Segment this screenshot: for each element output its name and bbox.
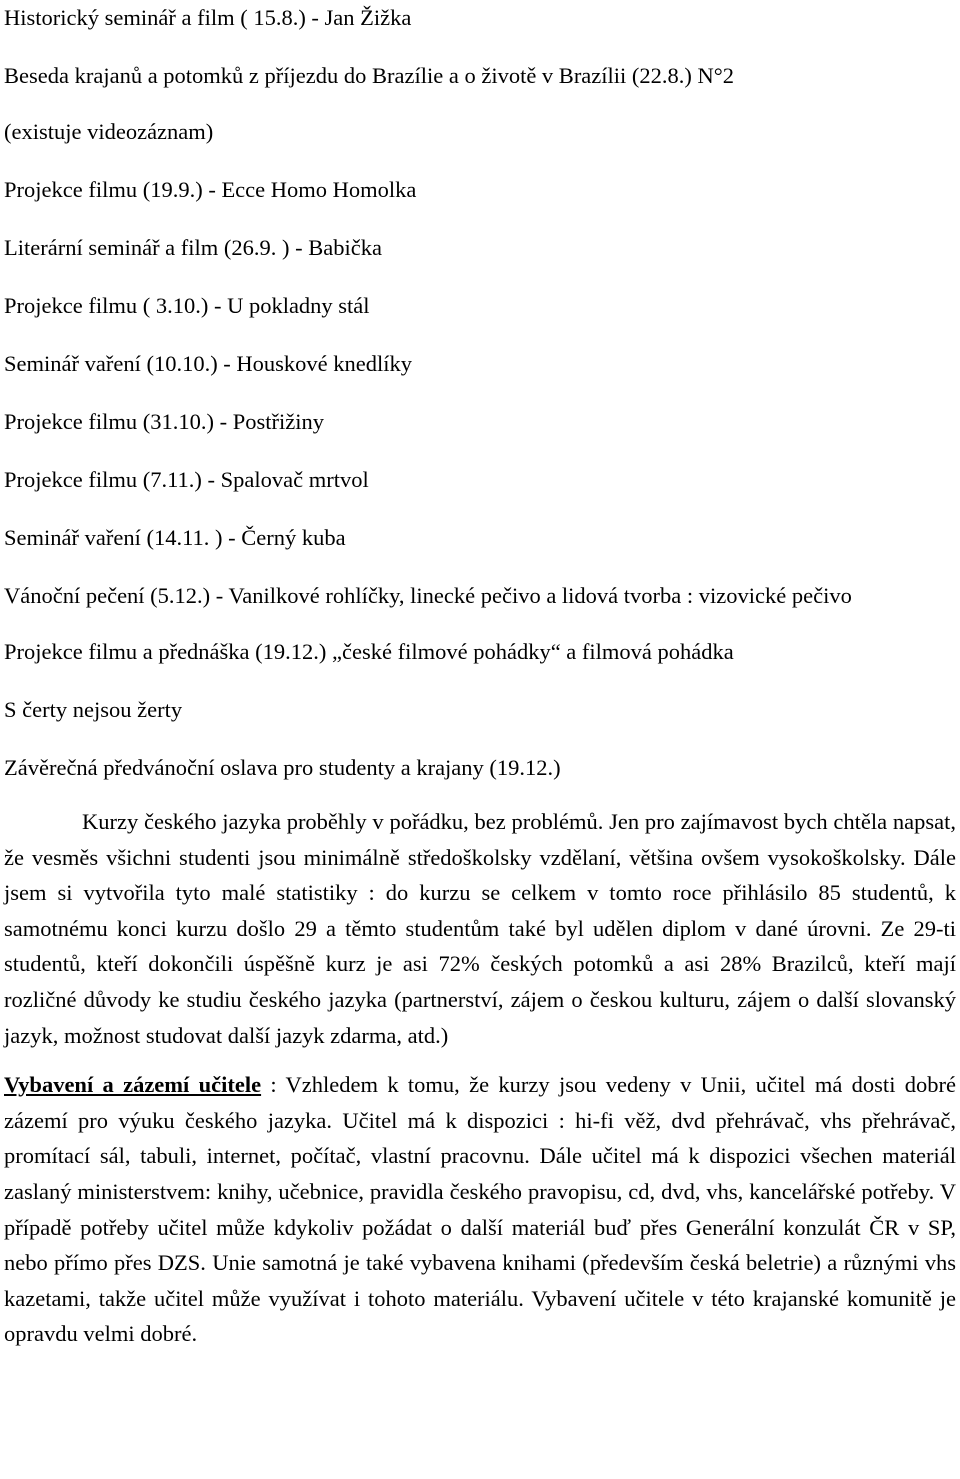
event-line: Projekce filmu a přednáška (19.12.) „české filmové pohádky“ a filmová pohádka [4,639,734,664]
event-line: Vánoční pečení (5.12.) - Vanilkové rohlíčky, linecké pečivo a lidová tvorba : vizovické pečivo [4,583,852,608]
equipment-heading: Vybavení a zázemí učitele [4,1072,262,1098]
event-line: Závěrečná předvánoční oslava pro studenty a krajany (19.12.) [4,755,561,780]
event-line: Literární seminář a film (26.9. ) - Babička [4,235,382,260]
event-line: Seminář vaření (10.10.) - Houskové knedlíky [4,351,413,376]
event-line: Seminář vaření (14.11. ) - Černý kuba [4,525,346,550]
event-line: Projekce filmu ( 3.10.) - U pokladny stál [4,293,370,318]
event-line: (existuje videozáznam) [4,119,214,144]
event-line: Projekce filmu (31.10.) - Postřižiny [4,409,324,434]
event-list [4,1,956,785]
event-line: Historický seminář a film ( 15.8.) - Jan Žižka [4,5,412,30]
event-line: Projekce filmu (19.9.) - Ecce Homo Homolka [4,177,417,202]
event-line: S čerty nejsou žerty [4,697,183,722]
event-line: Beseda krajanů a potomků z příjezdu do Brazílie a o životě v Brazílii (22.8.) N°2 [4,63,735,88]
event-line: Projekce filmu (7.11.) - Spalovač mrtvol [4,467,369,492]
document-page [4,0,956,1352]
equipment-paragraph [4,1067,956,1352]
course-paragraph: Kurzy českého jazyka proběhly v pořádku, bez problémů. Jen pro zajímavost bych chtěla napsat, že vesměs všichni studenti jsou minimálně středoškolsky vzdělaní, většina ovšem vysokoškolsky. Dále jsem si vytvořila tyto malé statistiky : do kurzu se celkem v tomto roce přihlásilo 85 studentů, k samotnému konci kurzu došlo 29 a těmto studentům také byl udělen diplom v dané úrovni. Ze 29-ti studentů, kteří dokončili úspěšně kurz je asi 72% českých potomků a asi 28% Brazilců, kteří mají rozličné důvody ke studiu českého jazyka (partnerství, zájem o českou kulturu, zájem o další slovanský jazyk, možnost studovat další jazyk zdarma, atd.) [4,809,956,1048]
equipment-text: : Vzhledem k tomu, že kurzy jsou vedeny v Unii, učitel má dosti dobré zázemí pro výuku českého jazyka. Učitel má k dispozici : hi-fi věž, dvd přehrávač, vhs přehrávač, promítací sál, tabuli, internet, počítač, vlastní pracovnu. Dále učitel má k dispozici všechen materiál zaslaný ministerstvem: knihy, učebnice, pravidla českého pravopisu, cd, dvd, vhs, kancelářské potřeby. V případě potřeby učitel může kdykoliv požádat o další materiál buď přes Generální konzulát ČR v SP, nebo přímo přes DZS. Unie samotná je také vybavena knihami (především česká beletrie) a různými vhs kazetami, takže učitel může využívat i tohoto materiálu. Vybavení učitele v této krajanské komunitě je opravdu velmi dobré. [4,1072,956,1347]
